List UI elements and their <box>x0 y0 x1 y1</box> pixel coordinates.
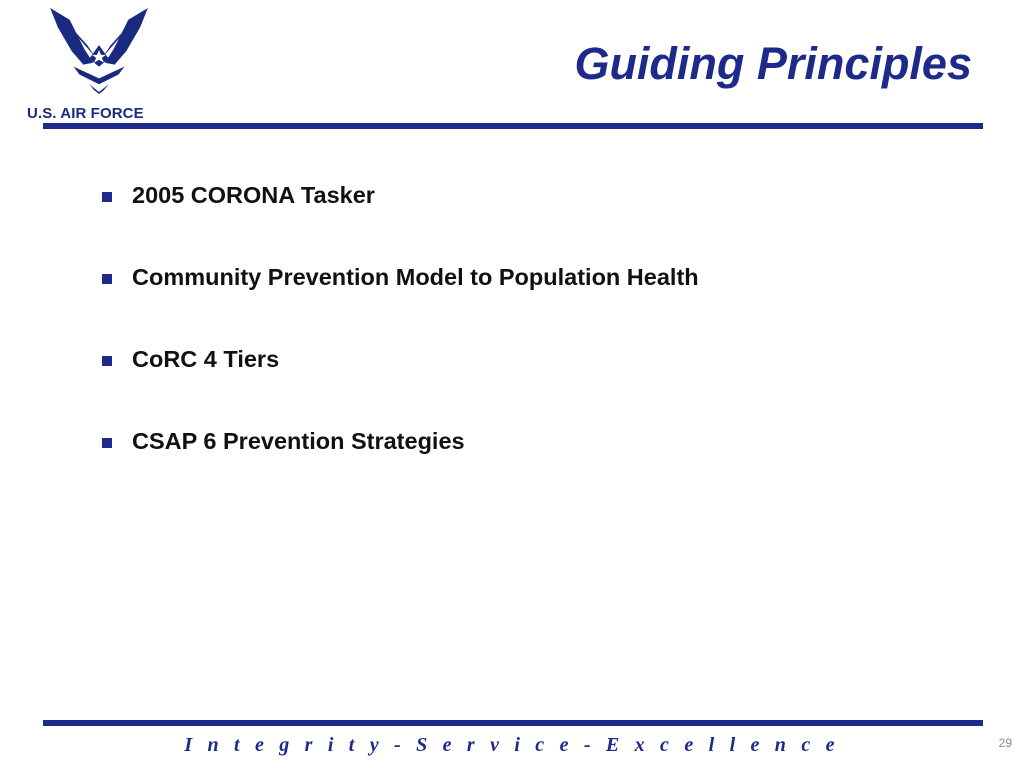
bullet-text: 2005 CORONA Tasker <box>132 182 375 208</box>
footer-motto-text: I n t e g r i t y - S e r v i c e - E x c e l l e n c e <box>184 734 840 756</box>
bullet-text: CoRC 4 Tiers <box>132 346 280 372</box>
footer-motto <box>0 734 1024 757</box>
logo-wordmark: U.S. AIR FORCE <box>27 105 144 122</box>
page-number: 29 <box>998 736 1012 750</box>
list-item <box>102 258 699 340</box>
footer-divider <box>43 720 983 726</box>
air-force-logo <box>22 6 172 122</box>
list-item <box>102 340 699 422</box>
header-divider <box>43 123 983 129</box>
bullet-list <box>102 176 699 504</box>
bullet-text: Community Prevention Model to Population Health <box>132 264 699 290</box>
bullet-square-icon <box>102 192 112 202</box>
bullet-square-icon <box>102 438 112 448</box>
list-item <box>102 176 699 258</box>
air-force-wings-icon <box>50 6 148 94</box>
bullet-square-icon <box>102 274 112 284</box>
bullet-square-icon <box>102 356 112 366</box>
list-item <box>102 422 699 504</box>
bullet-text: CSAP 6 Prevention Strategies <box>132 428 465 454</box>
slide-title: Guiding Principles <box>574 38 972 89</box>
